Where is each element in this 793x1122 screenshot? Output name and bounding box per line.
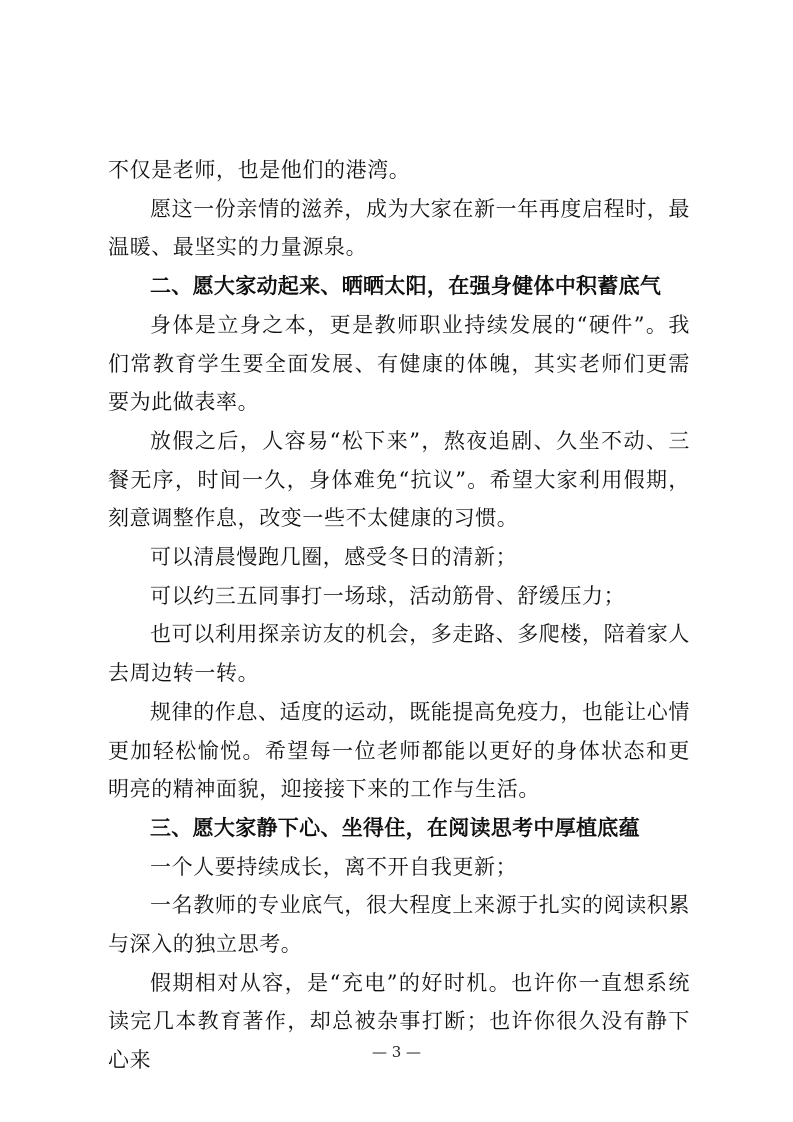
section-heading-2: 二、愿大家动起来、晒晒太阳，在强身健体中积蓄底气	[150, 274, 662, 299]
paragraph-health-foundation: 身体是立身之本，更是教师职业持续发展的“硬件”。我们常教育学生要全面发展、有健康的体魄，其实老师们更需要为此做表率。	[108, 312, 690, 415]
paragraph-morning-jog: 可以清晨慢跑几圈，感受冬日的清新；	[150, 545, 518, 570]
page-number: — 3 —	[371, 1043, 422, 1061]
paragraph-recharge: 假期相对从容，是“充电”的好时机。也许你一直想系统读完几本教育著作，却总被杂事打断；也许你很久没有静下心来	[108, 970, 690, 1073]
paragraph-walking: 也可以利用探亲访友的机会，多走路、多爬楼，陪着家人去周边转一转。	[108, 622, 690, 686]
paragraph-ball-game: 可以约三五同事打一场球，活动筋骨、舒缓压力；	[150, 583, 626, 608]
paragraph-routine: 规律的作息、适度的运动，既能提高免疫力，也能让心情更加轻松愉悦。希望每一位老师都能以更好的身体状态和更明亮的精神面貌，迎接接下来的工作与生活。	[108, 699, 690, 802]
paragraph-professional-depth: 一名教师的专业底气，很大程度上来源于扎实的阅读积累与深入的独立思考。	[108, 893, 690, 957]
paragraph-continuation: 不仅是老师，也是他们的港湾。	[108, 158, 411, 182]
document-body	[108, 151, 690, 1080]
paragraph-holiday-habits: 放假之后，人容易“松下来”，熬夜追剧、久坐不动、三餐无序，时间一久，身体难免“抗议”。希望大家利用假期，刻意调整作息，改变一些不太健康的习惯。	[108, 428, 690, 531]
paragraph-self-renewal: 一个人要持续成长，离不开自我更新；	[150, 854, 518, 879]
paragraph-family-wish: 愿这一份亲情的滋养，成为大家在新一年再度启程时，最温暖、最坚实的力量源泉。	[108, 196, 690, 260]
section-heading-3: 三、愿大家静下心、坐得住，在阅读思考中厚植底蕴	[150, 815, 640, 840]
